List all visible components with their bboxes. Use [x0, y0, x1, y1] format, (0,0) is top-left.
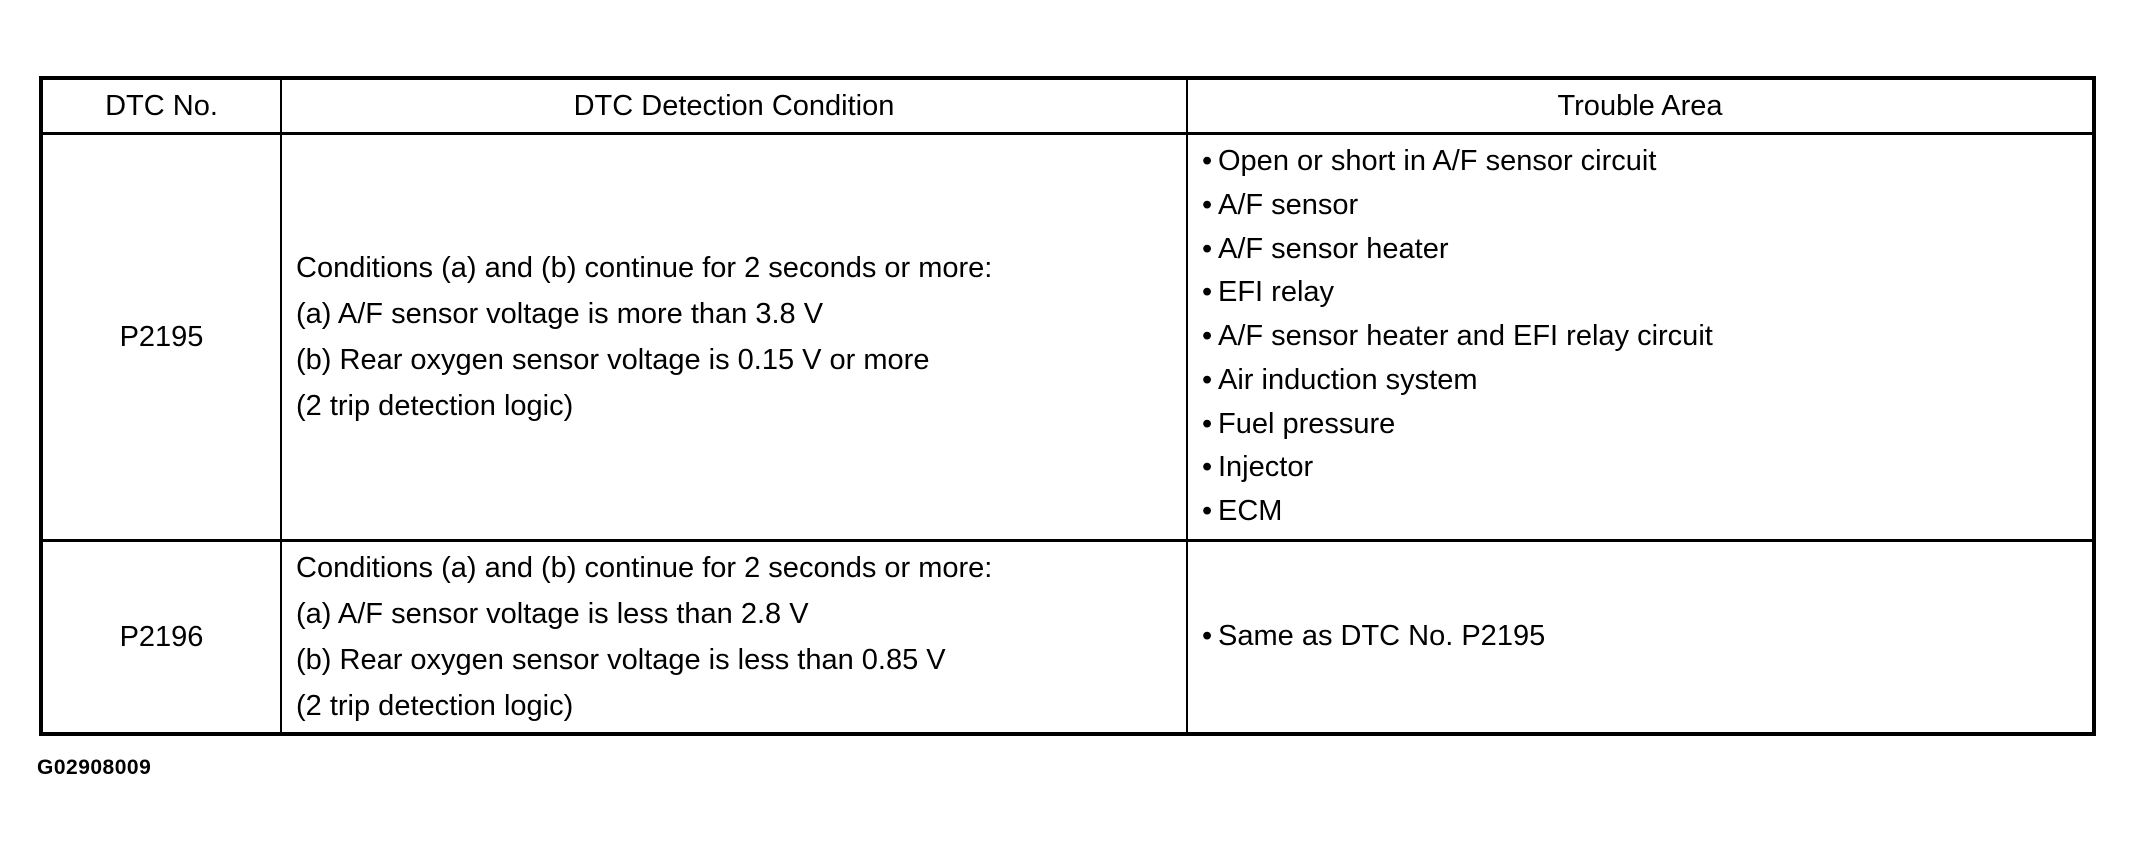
condition-line: (2 trip detection logic)	[296, 690, 574, 722]
bullet-icon: •	[1202, 232, 1213, 265]
list-item: • A/F sensor	[1202, 184, 2092, 228]
bullet-icon: •	[1202, 620, 1213, 653]
dtc-code-cell: P2196	[41, 541, 281, 735]
list-item: • A/F sensor heater and EFI relay circuit	[1202, 315, 2092, 359]
figure-id: G02908009	[37, 756, 152, 779]
detection-condition-cell	[281, 134, 1187, 541]
trouble-area-list	[1202, 140, 2092, 534]
dtc-code-cell: P2195	[41, 134, 281, 541]
table-row	[41, 541, 2094, 735]
list-item: • Same as DTC No. P2195	[1202, 615, 2092, 659]
condition-line: (a) A/F sensor voltage is less than 2.8 V	[296, 598, 809, 630]
list-item: • Air induction system	[1202, 359, 2092, 403]
dtc-table	[39, 76, 2096, 736]
bullet-icon: •	[1202, 188, 1213, 221]
condition-line: (b) Rear oxygen sensor voltage is less than 0.85 V	[296, 644, 946, 676]
condition-line: Conditions (a) and (b) continue for 2 seconds or more:	[296, 252, 993, 284]
condition-line: (a) A/F sensor voltage is more than 3.8 V	[296, 298, 824, 330]
bullet-icon: •	[1202, 144, 1213, 177]
bullet-icon: •	[1202, 363, 1213, 396]
condition-line: Conditions (a) and (b) continue for 2 seconds or more:	[296, 552, 993, 584]
bullet-icon: •	[1202, 276, 1213, 309]
condition-line: (2 trip detection logic)	[296, 390, 574, 422]
header-trouble-area: Trouble Area	[1187, 78, 2094, 134]
table-header-row	[41, 78, 2094, 134]
list-item: • EFI relay	[1202, 271, 2092, 315]
bullet-icon: •	[1202, 320, 1213, 353]
header-dtc-no: DTC No.	[41, 78, 281, 134]
header-detection-condition: DTC Detection Condition	[281, 78, 1187, 134]
bullet-icon: •	[1202, 451, 1213, 484]
list-item: • Fuel pressure	[1202, 403, 2092, 447]
detection-condition-cell	[281, 541, 1187, 735]
bullet-icon: •	[1202, 407, 1213, 440]
condition-line: (b) Rear oxygen sensor voltage is 0.15 V or more	[296, 344, 930, 376]
bullet-icon: •	[1202, 495, 1213, 528]
list-item: • Open or short in A/F sensor circuit	[1202, 140, 2092, 184]
trouble-area-cell	[1187, 134, 2094, 541]
list-item: • ECM	[1202, 490, 2092, 534]
list-item: • Injector	[1202, 446, 2092, 490]
table-row	[41, 134, 2094, 541]
trouble-area-list	[1202, 615, 2092, 659]
list-item: • A/F sensor heater	[1202, 228, 2092, 272]
trouble-area-cell	[1187, 541, 2094, 735]
